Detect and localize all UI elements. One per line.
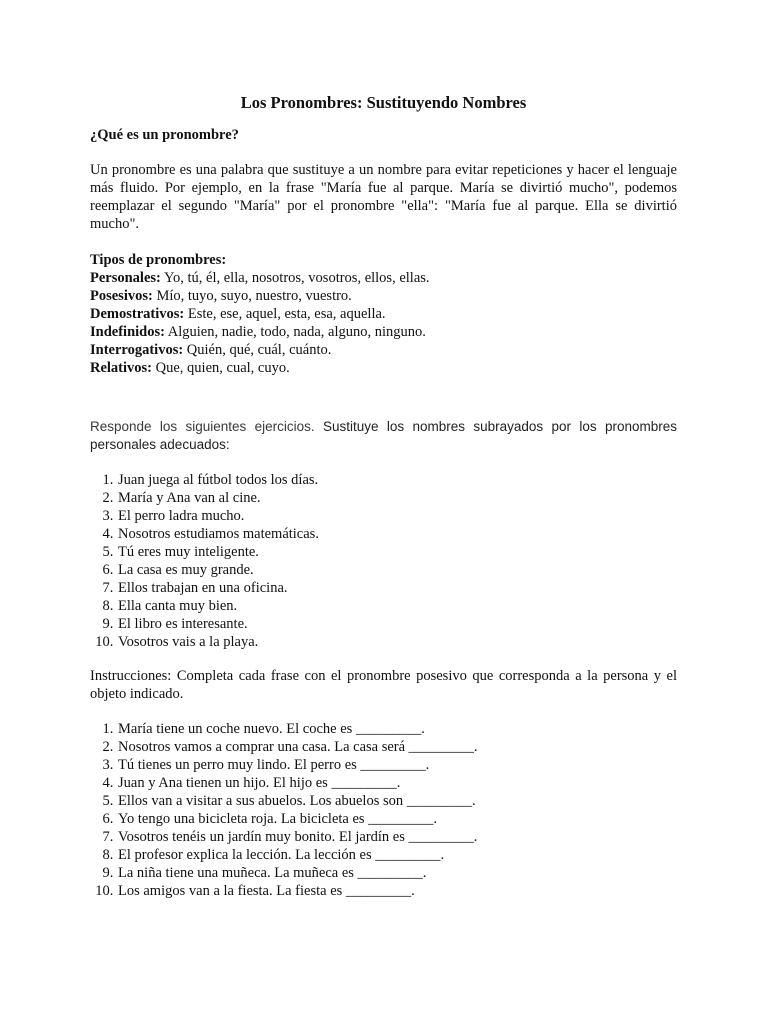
exercise-sentence: Ella canta muy bien. bbox=[118, 598, 238, 614]
exercise2-list bbox=[90, 720, 677, 900]
pronoun-type-examples: Alguien, nadie, todo, nada, alguno, ninguno. bbox=[164, 324, 426, 340]
pronoun-type-label: Interrogativos: bbox=[90, 342, 184, 358]
list-item: 4. Nosotros estudiamos matemáticas. bbox=[102, 526, 319, 542]
definition-paragraph: Un pronombre es una palabra que sustituye a un nombre para evitar repeticiones y hacer el lenguaje más fluido. Por ejemplo, en la frase "María fue al parque. María se divirtió mucho", podemos reemplazar el segundo "María" por el pronombre "ella": "María fue al parque. Ella se divirtió mucho". bbox=[90, 162, 677, 232]
pronoun-type-label: Relativos: bbox=[90, 360, 153, 376]
list-item: 9. La niña tiene una muñeca. La muñeca es _________. bbox=[102, 865, 427, 881]
list-item: 10. Vosotros vais a la playa. bbox=[95, 634, 259, 650]
pronoun-type-label: Personales: bbox=[90, 270, 161, 286]
exercise-sentence: María y Ana van al cine. bbox=[118, 490, 261, 506]
pronoun-type-row bbox=[90, 341, 677, 359]
exercise-sentence: Nosotros vamos a comprar una casa. La casa será _________. bbox=[118, 739, 478, 755]
list-item: 10. Los amigos van a la fiesta. La fiesta es _________. bbox=[95, 883, 415, 899]
exercise-sentence: Tú tienes un perro muy lindo. El perro es _________. bbox=[118, 757, 430, 773]
pronoun-type-row bbox=[90, 269, 677, 287]
pronoun-type-examples: Yo, tú, él, ella, nosotros, vosotros, ellos, ellas. bbox=[160, 270, 430, 286]
list-item: 8. El profesor explica la lección. La lección es _________. bbox=[102, 847, 445, 863]
exercise-sentence: Juan y Ana tienen un hijo. El hijo es _________. bbox=[118, 775, 401, 791]
list-item: 1. Juan juega al fútbol todos los días. bbox=[102, 472, 319, 488]
pronoun-type-row bbox=[90, 287, 677, 305]
list-item: 1. María tiene un coche nuevo. El coche es _________. bbox=[102, 721, 425, 737]
exercise-sentence: El perro ladra mucho. bbox=[118, 508, 245, 524]
exercise2-instructions: Instrucciones: Completa cada frase con el pronombre posesivo que corresponda a la persona y el objeto indicado. bbox=[90, 668, 677, 702]
list-item: 6. La casa es muy grande. bbox=[102, 562, 254, 578]
list-item: 6. Yo tengo una bicicleta roja. La bicicleta es _________. bbox=[102, 811, 438, 827]
exercise-sentence: Los amigos van a la fiesta. La fiesta es _________. bbox=[118, 883, 415, 899]
exercise-sentence: Yo tengo una bicicleta roja. La bicicleta es _________. bbox=[118, 811, 438, 827]
exercise-sentence: Vosotros vais a la playa. bbox=[118, 634, 259, 650]
list-item: 3. Tú tienes un perro muy lindo. El perro es _________. bbox=[102, 757, 430, 773]
list-item: 5. Ellos van a visitar a sus abuelos. Los abuelos son _________. bbox=[102, 793, 476, 809]
pronoun-type-examples: Que, quien, cual, cuyo. bbox=[152, 360, 290, 376]
document-title: Los Pronombres: Sustituyendo Nombres bbox=[240, 93, 527, 112]
exercise-sentence: María tiene un coche nuevo. El coche es _________. bbox=[118, 721, 425, 737]
list-item: 4. Juan y Ana tienen un hijo. El hijo es _________. bbox=[102, 775, 401, 791]
pronoun-type-row bbox=[90, 359, 677, 377]
list-item: 2. Nosotros vamos a comprar una casa. La casa será _________. bbox=[102, 739, 478, 755]
list-item: 7. Vosotros tenéis un jardín muy bonito. El jardín es _________. bbox=[102, 829, 478, 845]
exercise1-list bbox=[90, 471, 677, 651]
exercise-sentence: El libro es interesante. bbox=[118, 616, 248, 632]
pronoun-type-examples: Este, ese, aquel, esta, esa, aquella. bbox=[184, 306, 386, 322]
exercise1-instruction-text: Sustituye los nombres subrayados por los pronombres personales adecuados: bbox=[90, 419, 677, 452]
pronoun-type-examples: Mío, tuyo, suyo, nuestro, vuestro. bbox=[152, 288, 352, 304]
pronoun-type-row bbox=[90, 323, 677, 341]
pronoun-type-label: Demostrativos: bbox=[90, 306, 185, 322]
question-heading: ¿Qué es un pronombre? bbox=[90, 127, 239, 143]
exercise-sentence: Ellos trabajan en una oficina. bbox=[118, 580, 288, 596]
list-item: 7. Ellos trabajan en una oficina. bbox=[102, 580, 288, 596]
pronoun-type-examples: Quién, qué, cuál, cuánto. bbox=[183, 342, 332, 358]
list-item: 9. El libro es interesante. bbox=[102, 616, 248, 632]
pronoun-types-section bbox=[90, 251, 677, 377]
exercise1-lead: Responde los siguientes ejercicios. bbox=[90, 419, 315, 434]
exercise1-instructions bbox=[90, 418, 677, 454]
exercise-sentence: Ellos van a visitar a sus abuelos. Los abuelos son _________. bbox=[118, 793, 476, 809]
exercise-sentence: Juan juega al fútbol todos los días. bbox=[118, 472, 319, 488]
list-item: 3. El perro ladra mucho. bbox=[102, 508, 245, 524]
exercise-sentence: La niña tiene una muñeca. La muñeca es _________. bbox=[118, 865, 427, 881]
exercise-sentence: Nosotros estudiamos matemáticas. bbox=[118, 526, 319, 542]
document-page bbox=[90, 92, 677, 916]
exercise-sentence: La casa es muy grande. bbox=[118, 562, 254, 578]
pronoun-type-label: Posesivos: bbox=[90, 288, 153, 304]
pronoun-type-row bbox=[90, 305, 677, 323]
list-item: 5. Tú eres muy inteligente. bbox=[102, 544, 259, 560]
exercise-sentence: Tú eres muy inteligente. bbox=[118, 544, 259, 560]
pronoun-types-title: Tipos de pronombres: bbox=[90, 252, 227, 268]
list-item: 8. Ella canta muy bien. bbox=[102, 598, 238, 614]
exercise-sentence: Vosotros tenéis un jardín muy bonito. El jardín es _________. bbox=[118, 829, 478, 845]
exercise-sentence: El profesor explica la lección. La lección es _________. bbox=[118, 847, 445, 863]
list-item: 2. María y Ana van al cine. bbox=[102, 490, 261, 506]
pronoun-type-label: Indefinidos: bbox=[90, 324, 165, 340]
